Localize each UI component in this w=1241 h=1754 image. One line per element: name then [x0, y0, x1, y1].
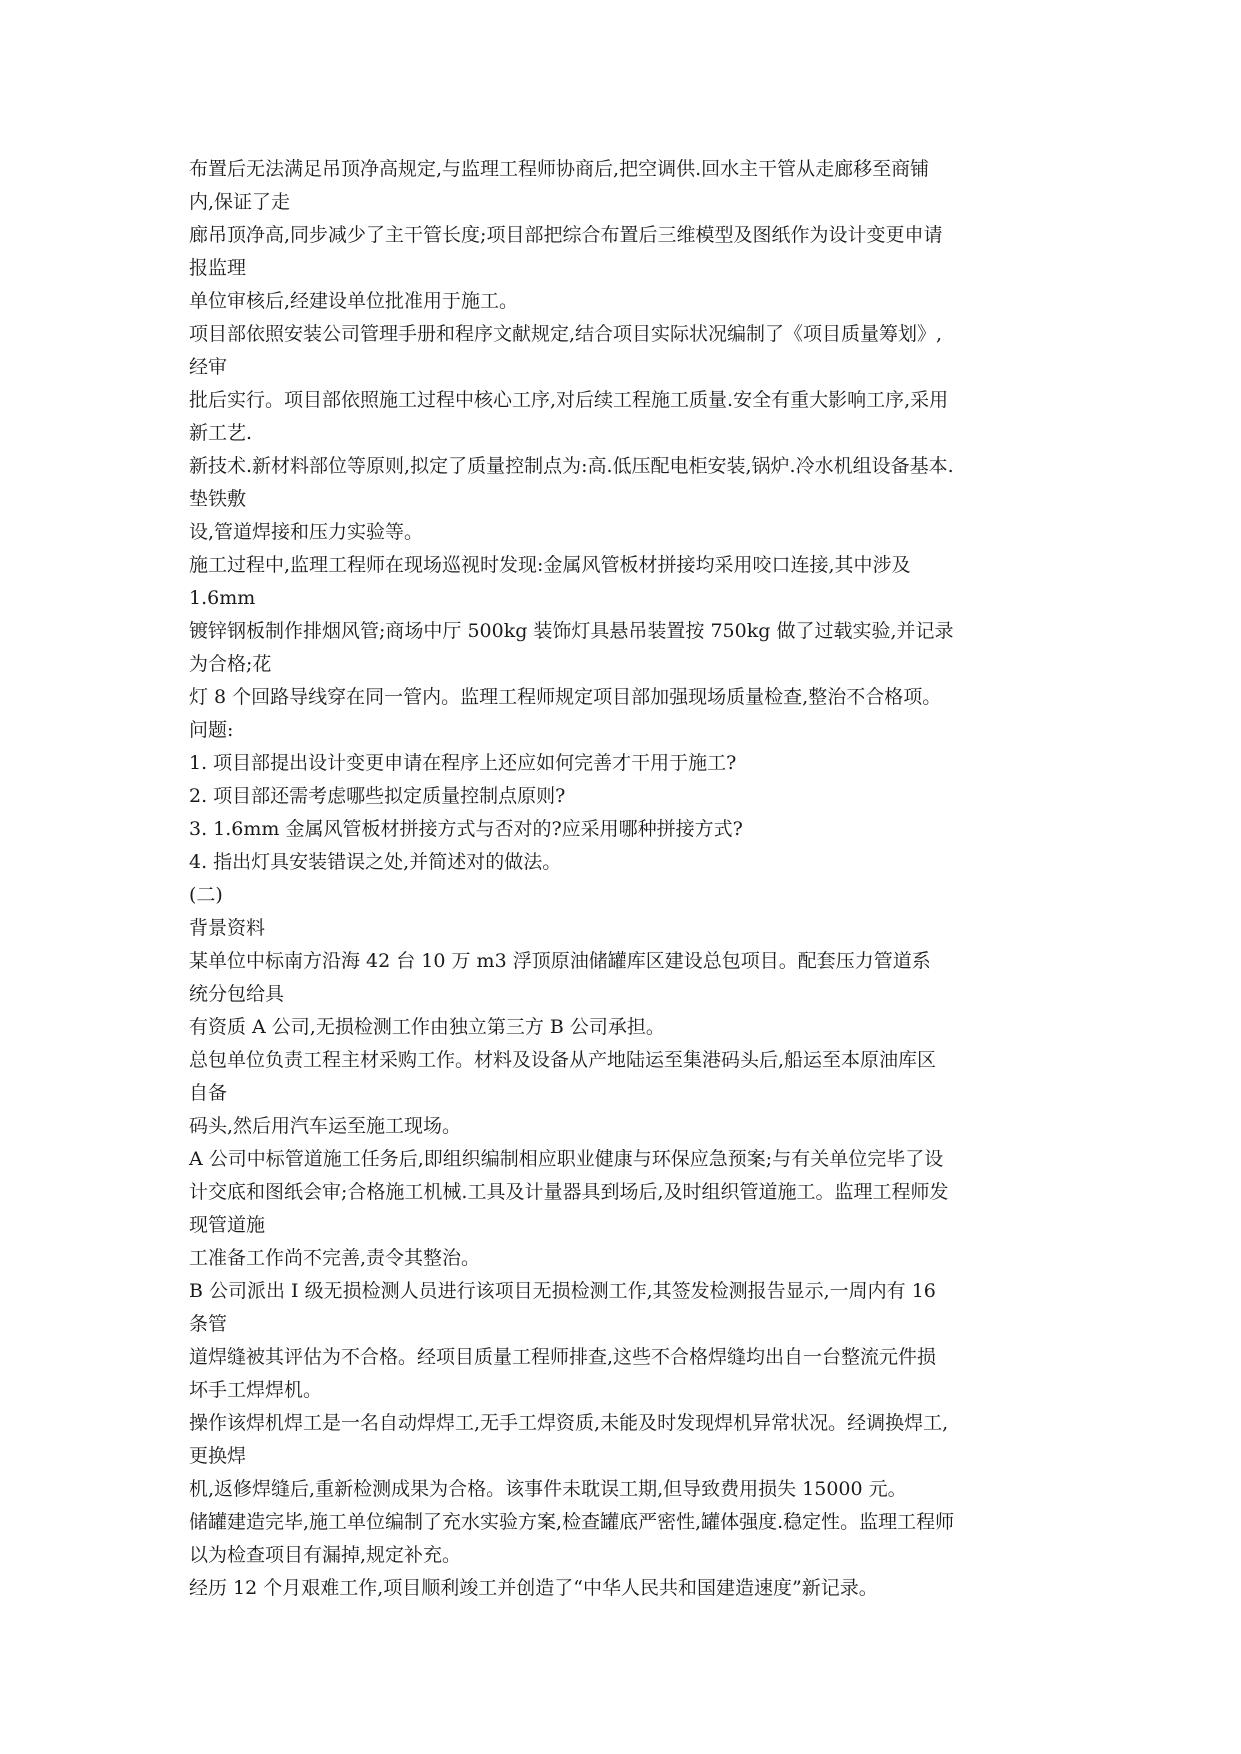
text-line: 现管道施: [189, 1214, 266, 1236]
text-line: 镀锌钢板制作排烟风管;商场中厅 500kg 装饰灯具悬吊装置按 750kg 做了过载实验,并记录: [189, 620, 954, 642]
question-item: 3. 1.6mm 金属风管板材拼接方式与否对的?应采用哪种拼接方式?: [189, 818, 743, 840]
text-line: 码头,然后用汽车运至施工现场。: [189, 1115, 462, 1137]
text-line: 道焊缝被其评估为不合格。经项目质量工程师排查,这些不合格焊缝均出自一台整流元件损: [189, 1346, 937, 1368]
text-line: 操作该焊机焊工是一名自动焊焊工,无手工焊资质,未能及时发现焊机异常状况。经调换焊工,: [189, 1412, 949, 1434]
text-line: 内,保证了走: [189, 191, 291, 213]
text-line: 布置后无法满足吊顶净高规定,与监理工程师协商后,把空调供.回水主干管从走廊移至商铺: [189, 158, 930, 180]
text-line: 统分包给具: [189, 983, 285, 1005]
text-line: 计交底和图纸会审;合格施工机械.工具及计量器具到场后,及时组织管道施工。监理工程师发: [189, 1181, 949, 1203]
text-line: 灯 8 个回路导线穿在同一管内。监理工程师规定项目部加强现场质量检查,整治不合格项。: [189, 686, 942, 708]
text-line: 1.6mm: [189, 587, 256, 609]
text-line: 机,返修焊缝后,重新检测成果为合格。该事件未耽误工期,但导致费用损失 15000 元。: [189, 1478, 907, 1500]
question-item: 1. 项目部提出设计变更申请在程序上还应如何完善才干用于施工?: [189, 752, 737, 774]
text-line: 单位审核后,经建设单位批准用于施工。: [189, 290, 519, 312]
text-line: 新工艺.: [189, 422, 253, 444]
text-line: 工准备工作尚不完善,责令其整治。: [189, 1247, 481, 1269]
text-line: 某单位中标南方沿海 42 台 10 万 m3 浮顶原油储罐库区建设总包项目。配套压力管道系: [189, 950, 931, 972]
text-line: 廊吊顶净高,同步减少了主干管长度;项目部把综合布置后三维模型及图纸作为设计变更申请: [189, 224, 943, 246]
text-line: 报监理: [189, 257, 247, 279]
text-line: 条管: [189, 1313, 228, 1335]
text-line: 有资质 A 公司,无损检测工作由独立第三方 B 公司承担。: [189, 1016, 665, 1038]
question-item: 2. 项目部还需考虑哪些拟定质量控制点原则?: [189, 785, 566, 807]
document-body: [189, 153, 1059, 1605]
section-heading: (二): [189, 884, 223, 906]
text-line: 为合格;花: [189, 653, 272, 675]
text-line: 经审: [189, 356, 228, 378]
text-line: A 公司中标管道施工任务后,即组织编制相应职业健康与环保应急预案;与有关单位完毕了设: [189, 1148, 944, 1170]
text-line: 垫铁敷: [189, 488, 247, 510]
text-line: 坏手工焊焊机。: [189, 1379, 323, 1401]
section-label: 背景资料: [189, 917, 266, 939]
text-line: 经历 12 个月艰难工作,项目顺利竣工并创造了“中华人民共和国建造速度”新记录。: [189, 1577, 878, 1599]
text-line: 施工过程中,监理工程师在现场巡视时发现:金属风管板材拼接均采用咬口连接,其中涉及: [189, 554, 911, 576]
section-label: 问题:: [189, 719, 234, 741]
text-line: 新技术.新材料部位等原则,拟定了质量控制点为:高.低压配电柜安装,锅炉.冷水机组设备基本.: [189, 455, 954, 477]
text-line: 设,管道焊接和压力实验等。: [189, 521, 424, 543]
text-line: 更换焊: [189, 1445, 247, 1467]
question-item: 4. 指出灯具安装错误之处,并简述对的做法。: [189, 851, 562, 873]
text-line: B 公司派出 I 级无损检测人员进行该项目无损检测工作,其签发检测报告显示,一周内有 16: [189, 1280, 936, 1302]
text-line: 储罐建造完毕,施工单位编制了充水实验方案,检查罐底严密性,罐体强度.稳定性。监理工程师: [189, 1511, 955, 1533]
text-line: 以为检查项目有漏掉,规定补充。: [189, 1544, 462, 1566]
text-line: 总包单位负责工程主材采购工作。材料及设备从产地陆运至集港码头后,船运至本原油库区: [189, 1049, 937, 1071]
text-line: 自备: [189, 1082, 228, 1104]
text-line: 项目部依照安装公司管理手册和程序文献规定,结合项目实际状况编制了《项目质量筹划》,: [189, 323, 943, 345]
text-line: 批后实行。项目部依照施工过程中核心工序,对后续工程施工质量.安全有重大影响工序,采用: [189, 389, 949, 411]
